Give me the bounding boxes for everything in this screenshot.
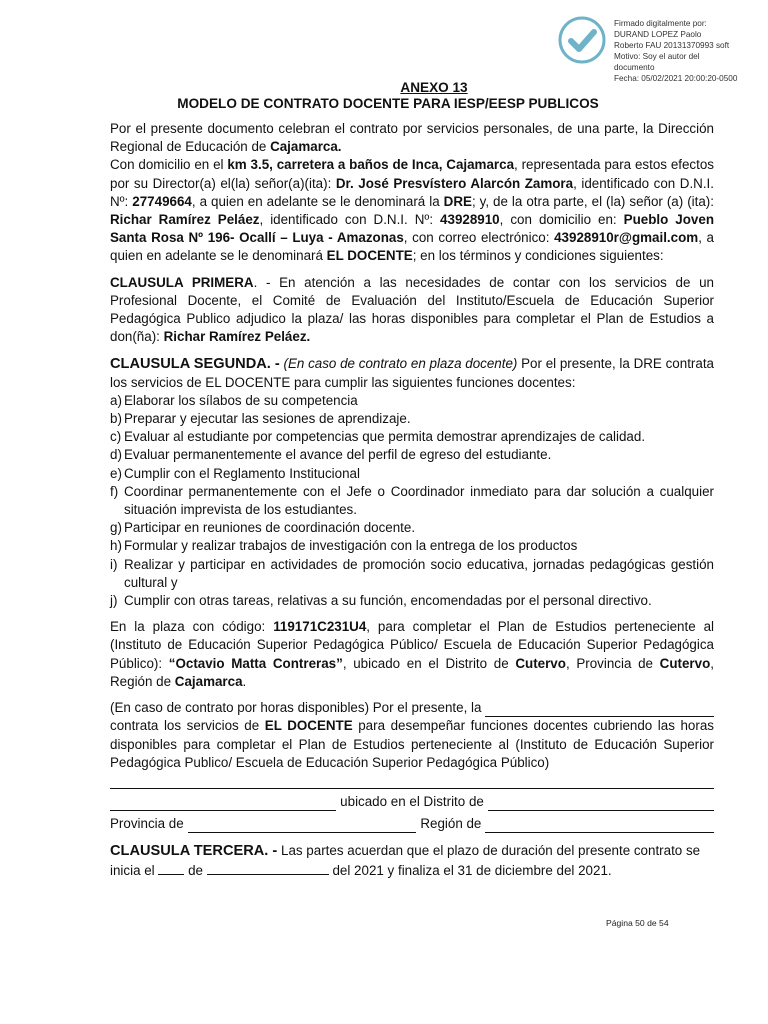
horas-line-1: [110, 699, 714, 717]
teacher-name: Richar Ramírez Peláez.: [163, 329, 311, 345]
clausula-text: Las partes acuerdan que el plazo de duración del presente contrato se inicia el: [110, 843, 701, 878]
signature-line: Firmado digitalmente por:: [614, 19, 707, 28]
teacher-name: Richar Ramírez Peláez: [110, 212, 260, 228]
functions-list: [110, 392, 714, 610]
intro-paragraph-2: [110, 156, 714, 265]
region-name: Cajamarca.: [270, 139, 342, 155]
list-item-label: c): [110, 429, 122, 445]
list-item: [110, 392, 714, 410]
provincia-row: [110, 815, 714, 833]
list-item-text: Cumplir con el Reglamento Institucional: [124, 465, 360, 481]
signature-line: documento: [614, 63, 655, 72]
list-item-label: b): [110, 411, 122, 427]
plaza-text: , ubicado en el Distrito de: [342, 655, 516, 671]
intro-paragraph-1: [110, 120, 714, 156]
director-dni: 27749664: [132, 193, 192, 209]
teacher-address: Pueblo Joven Santa Rosa Nº 196- Ocallí – Luya - Amazonas: [110, 212, 714, 246]
blank-field: [485, 702, 714, 717]
blank-field: [188, 818, 417, 833]
page-number: Página 50 de 54: [606, 918, 669, 928]
clausula-segunda: [110, 355, 714, 391]
clausula-text: del 2021 y finaliza el 31 de diciembre del 2021.: [328, 862, 612, 878]
list-item: [110, 537, 714, 555]
horas-text: Región de: [420, 816, 482, 832]
plaza-text: , Provincia de: [565, 655, 660, 671]
intro-text: , con domicilio en:: [499, 212, 624, 228]
intro-text: , con correo electrónico:: [403, 230, 555, 246]
list-item-text: Participar en reuniones de coordinación docente.: [124, 520, 416, 536]
intro-text: , representada para estos efectos por su Director(a) el(la) señor(a)(ita):: [110, 157, 714, 191]
clausula-text: . - En atención a las necesidades de contar con los servicios de un Profesional Docente, el Comité de Evaluación del Instituto/Escuela de Educación Superior Pedagógica Publico adjudico la plaza/ las horas disponibles para completar el Plan de Estudios a don(ña):: [110, 274, 714, 345]
list-item-text: Realizar y participar en actividades de promoción socio educativa, jornadas pedagógicas gestión cultural y: [124, 556, 714, 590]
docente-label: EL DOCENTE: [264, 718, 353, 734]
list-item: [110, 592, 714, 610]
intro-text: , a quien en adelante se le denominará la: [191, 193, 444, 209]
list-item: [110, 446, 714, 464]
blank-field: [485, 818, 714, 833]
intro-text: ; en los términos y condiciones siguientes:: [412, 248, 664, 264]
region-name: Cajamarca: [174, 673, 243, 689]
blank-field: [488, 796, 714, 811]
list-item-label: d): [110, 447, 122, 463]
plaza-text: , para completar el Plan de Estudios perteneciente al (Instituto de Educación Superior Pedagógica Público/ Escuela de Educación Superior Pedagógica Público):: [110, 619, 715, 671]
list-item-text: Cumplir con otras tareas, relativas a su función, encomendadas por el personal directivo.: [124, 593, 652, 609]
annex-title: ANEXO 13: [400, 80, 468, 95]
plaza-text: En la plaza con código:: [110, 619, 274, 635]
list-item: [110, 465, 714, 483]
list-item: [110, 410, 714, 428]
plaza-text: , Región de: [110, 655, 714, 689]
intro-text: , identificado con D.N.I. Nº:: [259, 212, 441, 228]
signature-details: [614, 18, 764, 84]
dre-label: DRE: [443, 193, 472, 209]
document-heading: MODELO DE CONTRATO DOCENTE PARA IESP/EESP PUBLICOS: [177, 96, 599, 111]
signature-line: DURAND LOPEZ Paolo: [614, 30, 702, 39]
plaza-text: .: [242, 673, 247, 689]
list-item-text: Evaluar al estudiante por competencias que permita demostrar aprendizajes de calidad.: [124, 429, 646, 445]
clausula-primera-heading: CLAUSULA PRIMERA: [110, 274, 254, 290]
intro-text: Con domicilio en el: [110, 157, 228, 173]
list-item: [110, 519, 714, 537]
institution-name: “Octavio Matta Contreras”: [168, 655, 343, 671]
list-item: [110, 556, 714, 592]
verified-check-icon: [556, 14, 608, 66]
blank-field: [158, 861, 184, 875]
list-item-label: g): [110, 520, 122, 536]
plaza-code: 119171C231U4: [273, 619, 367, 635]
signature-line: Roberto FAU 20131370993 soft: [614, 41, 730, 50]
list-item-label: a): [110, 392, 122, 408]
signature-line: Motivo: Soy el autor del: [614, 52, 700, 61]
list-item-text: Coordinar permanentemente con el Jefe o Coordinador inmediato para dar solución a cualquier situación imprevista de los estudiantes.: [124, 483, 714, 518]
intro-text: Por el presente documento celebran el contrato por servicios personales, de una parte, la Dirección Regional de Educación de: [110, 121, 714, 155]
list-item: [110, 428, 714, 446]
ubicado-row: [110, 793, 714, 811]
list-item-label: f): [110, 483, 119, 499]
docente-label: EL DOCENTE: [326, 248, 413, 264]
clausula-tercera-heading: CLAUSULA TERCERA. -: [110, 843, 278, 860]
province-name: Cutervo: [659, 655, 711, 671]
horas-text: Provincia de: [110, 816, 184, 832]
plaza-paragraph: [110, 618, 714, 691]
clausula-primera: [110, 274, 714, 347]
horas-text: para desempeñar funciones docentes cubriendo las horas disponibles para completar el Plan de Estudios perteneciente al (Instituto de Educación Superior Pedagógica Publico/ Escuela de Educación Superior Pedagógica Público): [110, 718, 714, 770]
clausula-segunda-heading: CLAUSULA SEGUNDA. -: [110, 356, 280, 373]
intro-text: , identificado con D.N.I. Nº:: [110, 175, 714, 209]
contract-body: [110, 120, 714, 880]
list-item-label: i): [110, 556, 118, 572]
horas-text: (En caso de contrato por horas disponibles) Por el presente, la: [110, 700, 482, 716]
intro-text: , a quien en adelante se le denominará: [110, 230, 714, 264]
signature-line: Fecha: 05/02/2021 20:00:20-0500: [614, 74, 738, 83]
blank-field: [110, 796, 336, 811]
clausula-tercera: [110, 842, 714, 879]
list-item-label: j): [110, 593, 118, 609]
clausula-text: Por el presente, la DRE contrata los servicios de EL DOCENTE para cumplir las siguientes funciones docentes:: [110, 356, 714, 390]
clausula-note: (En caso de contrato en plaza docente): [279, 356, 518, 372]
list-item: [110, 483, 714, 519]
list-item-text: Evaluar permanentemente el avance del perfil de egreso del estudiante.: [124, 447, 552, 463]
clausula-text: de: [184, 862, 207, 878]
list-item-label: h): [110, 538, 122, 554]
director-name: Dr. José Presvístero Alarcón Zamora: [335, 175, 574, 191]
teacher-dni: 43928910: [440, 212, 500, 228]
blank-field: [110, 774, 714, 789]
list-item-text: Elaborar los sílabos de su competencia: [124, 392, 358, 408]
horas-text: ubicado en el Distrito de: [340, 793, 484, 809]
list-item-text: Preparar y ejecutar las sesiones de aprendizaje.: [124, 411, 411, 427]
teacher-email: 43928910r@gmail.com: [554, 230, 699, 246]
list-item-label: e): [110, 465, 122, 481]
intro-text: ; y, de la otra parte, el (la) señor (a) (ita):: [471, 193, 714, 209]
horas-paragraph: [110, 717, 714, 772]
list-item-text: Formular y realizar trabajos de investigación con la entrega de los productos: [124, 538, 578, 554]
dre-address: km 3.5, carretera a baños de Inca, Cajamarca: [227, 157, 515, 173]
horas-text: contrata los servicios de: [110, 718, 265, 734]
district-name: Cutervo: [515, 655, 566, 671]
blank-field: [207, 861, 329, 875]
